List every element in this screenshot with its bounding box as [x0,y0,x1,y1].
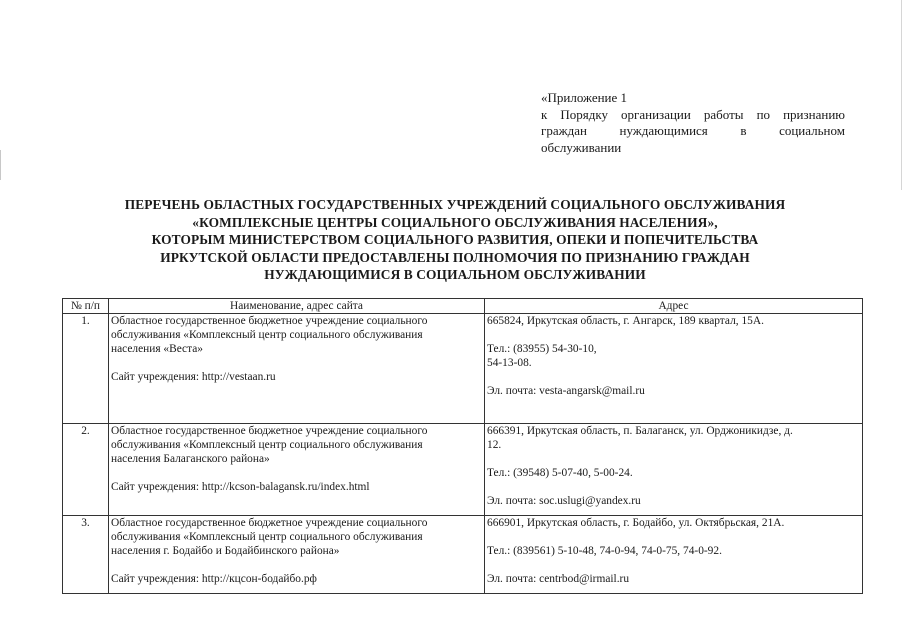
row-number: 1. [63,314,109,424]
phone-line: Тел.: (83955) 54-30-10, [487,343,597,355]
institution-name-line: обслуживания «Комплексный центр социального обслуживания [111,439,423,451]
institution-cell [109,516,485,594]
title-line: ПЕРЕЧЕНЬ ОБЛАСТНЫХ ГОСУДАРСТВЕННЫХ УЧРЕЖДЕНИЙ СОЦИАЛЬНОГО ОБСЛУЖИВАНИЯ [124,197,786,212]
scan-edge-mark [0,150,1,180]
document-title [60,196,850,284]
title-line: НУЖДАЮЩИМИСЯ В СОЦИАЛЬНОМ ОБСЛУЖИВАНИИ [264,267,646,283]
email-line: Эл. почта: soc.uslugi@yandex.ru [487,495,641,507]
institution-cell [109,314,485,424]
row-number: 3. [63,516,109,594]
email-line: Эл. почта: vesta-angarsk@mail.ru [487,385,645,397]
table-row [63,424,863,516]
phone-line: 54-13-08. [487,357,532,369]
appendix-line: граждан нуждающимися в социальном [541,123,845,138]
appendix-line: к Порядку организации работы по признанию [541,106,845,122]
institution-site: Сайт учреждения: http://vestaan.ru [111,371,276,383]
postal-address: 666901, Иркутская область, г. Бодайбо, ул. Октябрьская, 21А. [487,517,785,529]
address-cell [485,314,863,424]
institution-cell [109,424,485,516]
table-row [63,314,863,424]
postal-address: 665824, Иркутская область, г. Ангарск, 189 квартал, 15А. [487,315,764,327]
postal-address: 12. [487,439,502,451]
institution-name-line: населения Балаганского района» [111,453,270,465]
address-cell [485,424,863,516]
institution-name-line: Областное государственное бюджетное учреждение социального [111,517,428,529]
row-number: 2. [63,424,109,516]
institution-name-line: Областное государственное бюджетное учреждение социального [111,315,428,327]
institution-site: Сайт учреждения: http://kcson-balagansk.ru/index.html [111,481,370,493]
postal-address: 666391, Иркутская область, п. Балаганск, ул. Орджоникидзе, д. [487,425,793,437]
appendix-line: «Приложение 1 [541,90,628,105]
scan-edge-mark-right [901,0,902,190]
institution-name-line: населения г. Бодайбо и Бодайбинского района» [111,545,340,557]
header-number: № п/п [63,299,109,314]
appendix-line: обслуживании [541,139,622,155]
appendix-note [541,90,845,156]
institutions-table [62,298,863,594]
institution-site: Сайт учреждения: http://кцсон-бодайбо.рф [111,573,317,585]
email-line: Эл. почта: centrbod@irmail.ru [487,573,630,585]
institution-name-line: обслуживания «Комплексный центр социального обслуживания [111,329,423,341]
institution-name-line: населения «Веста» [111,343,203,355]
header-address: Адрес [485,299,863,314]
header-name-site: Наименование, адрес сайта [109,299,485,314]
institution-name-line: Областное государственное бюджетное учреждение социального [111,425,428,437]
phone-line: Тел.: (839561) 5-10-48, 74-0-94, 74-0-75, 74-0-92. [487,545,722,557]
table-row [63,516,863,594]
table-header-row [63,299,863,314]
title-line: ИРКУТСКОЙ ОБЛАСТИ ПРЕДОСТАВЛЕНЫ ПОЛНОМОЧИЯ ПО ПРИЗНАНИЮ ГРАЖДАН [160,249,750,265]
institution-name-line: обслуживания «Комплексный центр социального обслуживания [111,531,423,543]
title-line: КОТОРЫМ МИНИСТЕРСТВОМ СОЦИАЛЬНОГО РАЗВИТИЯ, ОПЕКИ И ПОПЕЧИТЕЛЬСТВА [151,232,759,248]
phone-line: Тел.: (39548) 5-07-40, 5-00-24. [487,467,633,479]
title-line: «КОМПЛЕКСНЫЕ ЦЕНТРЫ СОЦИАЛЬНОГО ОБСЛУЖИВАНИЯ НАСЕЛЕНИЯ», [192,214,718,230]
address-cell [485,516,863,594]
